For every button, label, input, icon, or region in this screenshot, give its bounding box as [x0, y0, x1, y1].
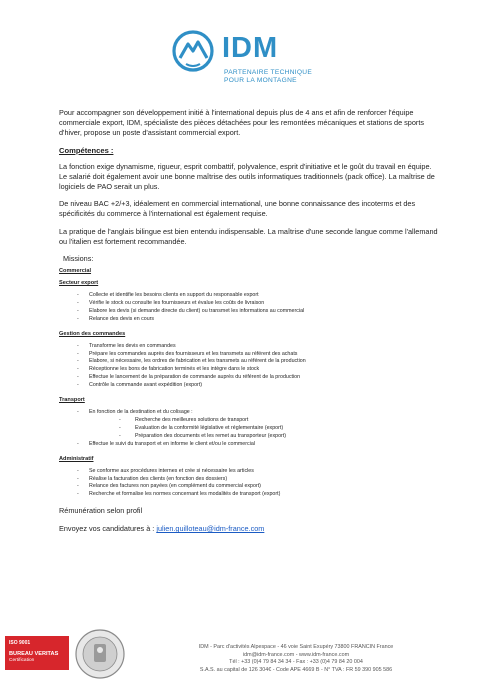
apply-label: Envoyez vos candidatures à : [59, 524, 157, 534]
mountain-logo-icon [170, 28, 216, 74]
bureau-veritas-seal-icon [74, 628, 126, 680]
competences-paragraph-3: La pratique de l'anglais bilingue est bien entendu indispensable. La maîtrise d'une seconde langue comme l'allemand ou l'italien est fortement recommandée. [59, 226, 438, 246]
job-offer-body [59, 108, 441, 542]
logo-tagline: PARTENAIRE TECHNIQUE POUR LA MONTAGNE [224, 69, 313, 84]
list-item: - Effectue le suivi du transport et en informe le client et/ou le commercial [77, 441, 441, 449]
iso-certification-badge: ISO 9001 BUREAU VERITAS Certification [5, 636, 69, 670]
list-item: - Elabore les devis (si demande directe du client) ou transmet les informations au commercial [77, 308, 441, 316]
apply-line [59, 524, 441, 534]
list-item: - En fonction de la destination et du colisage : - Recherche des meilleures solutions de transport - Evaluation de la conformité législative et réglementaire (export) - Préparation des documents et les remet au transporteur (export) [77, 409, 441, 441]
list-item: - Effectue le lancement de la préparation de commande auprès du référent de la production [77, 374, 441, 382]
list-item: - Recherche et formalise les normes concernant les modalités de transport (export) [77, 491, 441, 499]
competences-paragraph-1: La fonction exige dynamisme, rigueur, esprit combattif, polyvalence, esprit d'initiative et le goût du travail en équipe. Le salarié doit également avoir une bonne maîtrise des outils informatiques traditionnels (pack office). La maîtrise de logiciels de PAO serait un plus. [59, 161, 435, 192]
transport-sub-list [119, 417, 441, 441]
commercial-heading: Commercial [59, 268, 92, 275]
list-item: - Evaluation de la conformité législative et réglementaire (export) [119, 425, 441, 433]
list-item: - Préparation des documents et les remet au transporteur (export) [119, 433, 441, 441]
transport-heading: Transport [59, 397, 85, 404]
company-address: IDM - Parc d'activités Alpespace - 46 voie Saint Exupéry 73800 FRANCIN France idm@idm-france.com - www.idm-france.com Tél : +33 (0)4 79 84 34 34 - Fax : +33 (0)4 79 84 20 004 S.A.S. au capital de 126 304€ - Code APE 4669 B - N° TVA : FR 59 390 905 586 [198, 644, 394, 673]
list-item: - Collecte et identifie les besoins clients en support du responsable export [77, 292, 441, 300]
competences-heading: Compétences : [59, 145, 114, 155]
company-logo [170, 26, 340, 106]
list-item: - Relance des factures non payées (en complément du commercial export) [77, 483, 441, 491]
transport-list [77, 409, 441, 449]
remuneration-text: Rémunération selon profil [59, 506, 143, 516]
list-item: - Vérifie le stock ou consulte les fournisseurs et évalue les coûts de livraison [77, 300, 441, 308]
intro-paragraph: Pour accompagner son développement initié à l'international depuis plus de 4 ans et afin de renforcer l'équipe commerciale export, IDM, spécialiste des pièces détachées pour les remontées mécaniques et stations de sports d'hiver, propose un poste d'assistant commercial export. [59, 108, 425, 138]
list-item: - Elabore, si nécessaire, les ordres de fabrication et les transmets au référent de la production [77, 358, 441, 366]
gestion-commandes-heading: Gestion des commandes [59, 330, 126, 337]
competences-paragraph-2: De niveau BAC +2/+3, idéalement en commercial international, une bonne connaissance des incoterms et des spécificités du commerce à l'international est également requise. [59, 199, 416, 219]
list-item: - Relance des devis en cours [77, 316, 441, 324]
apply-email-link[interactable]: julien.guilloteau@idm-france.com [156, 524, 265, 534]
list-item: - Réceptionne les bons de fabrication terminés et les intègre dans le stock [77, 366, 441, 374]
list-item: - Se conforme aux procédures internes et crée si nécessaire les articles [77, 468, 441, 476]
gestion-commandes-list [77, 343, 441, 390]
list-item: - Contrôle la commande avant expédition (export) [77, 382, 441, 390]
administratif-heading: Administratif [59, 455, 94, 462]
secteur-export-list [77, 292, 441, 324]
page-footer [0, 624, 495, 700]
secteur-export-heading: Secteur export [59, 280, 99, 287]
list-item: - Recherche des meilleures solutions de transport [119, 417, 441, 425]
administratif-list [77, 468, 441, 500]
list-item: - Transforme les devis en commandes [77, 343, 441, 351]
missions-heading: Missions: [63, 254, 94, 264]
list-item: - Réalise la facturation des clients (en fonction des dossiers) [77, 476, 441, 484]
logo-wordmark: IDM [222, 32, 279, 64]
list-item: - Prépare les commandes auprès des fournisseurs et les transmets au référent des achats [77, 351, 441, 359]
